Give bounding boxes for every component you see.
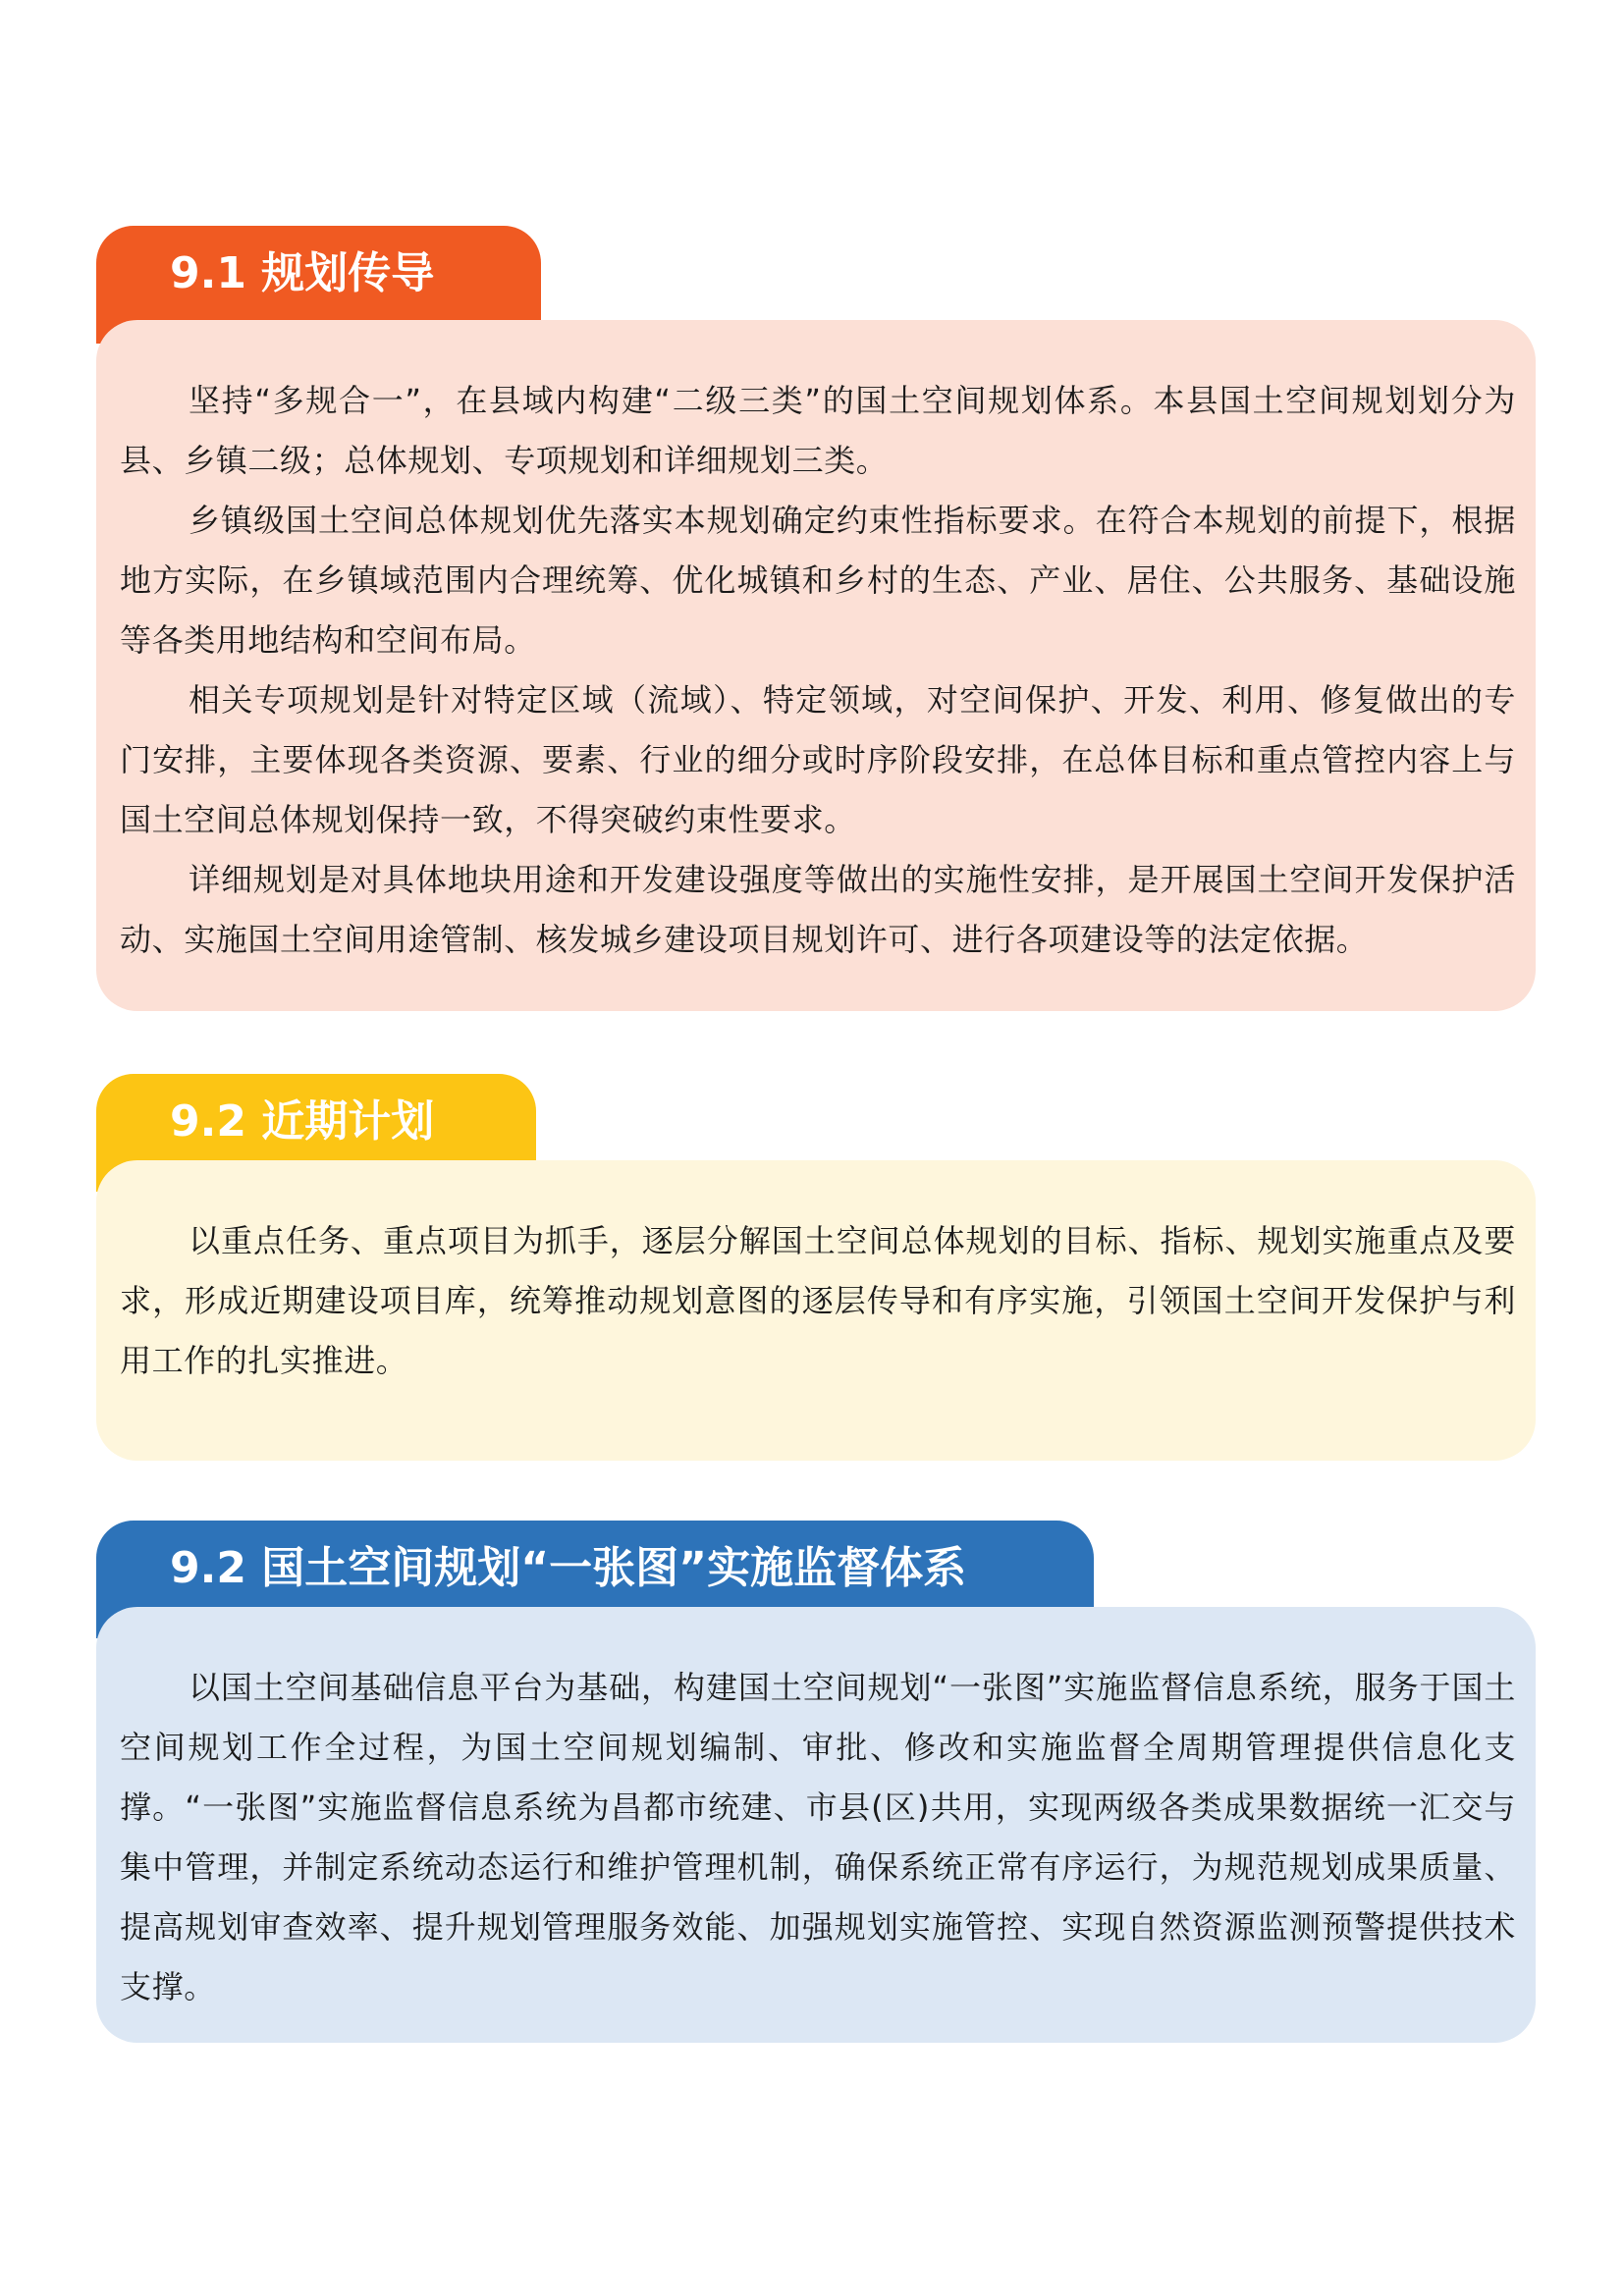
- section-one-map-supervision: [96, 1521, 1536, 2043]
- section-content-panel: [96, 1607, 1536, 2043]
- section-title-tab: 9.2 国土空间规划“一张图”实施监督体系: [96, 1521, 1094, 1638]
- section-title-tab: 9.1 规划传导: [96, 226, 541, 344]
- paragraph: 坚持“多规合一”，在县域内构建“二级三类”的国土空间规划体系。本县国土空间规划划分为县、乡镇二级；总体规划、专项规划和详细规划三类。: [120, 382, 1516, 479]
- paragraph: 以国土空间基础信息平台为基础，构建国土空间规划“一张图”实施监督信息系统，服务于国土空间规划工作全过程，为国土空间规划编制、审批、修改和实施监督全周期管理提供信息化支撑。“一张图”实施监督信息系统为昌都市统建、市县(区)共用，实现两级各类成果数据统一汇交与集中管理，并制定系统动态运行和维护管理机制，确保系统正常有序运行，为规范规划成果质量、提高规划审查效率、提升规划管理服务效能、加强规划实施管控、实现自然资源监测预警提供技术支撑。: [120, 1669, 1516, 2005]
- paragraph: 相关专项规划是针对特定区域（流域）、特定领域，对空间保护、开发、利用、修复做出的专门安排，主要体现各类资源、要素、行业的细分或时序阶段安排，在总体目标和重点管控内容上与国土空间总体规划保持一致，不得突破约束性要求。: [120, 681, 1516, 838]
- section-content-panel: [96, 1160, 1536, 1461]
- section-content-panel: [96, 320, 1536, 1011]
- section-near-term-plan: [96, 1074, 1536, 1461]
- section-title-tab: 9.2 近期计划: [96, 1074, 536, 1192]
- paragraph: 详细规划是对具体地块用途和开发建设强度等做出的实施性安排，是开展国土空间开发保护活动、实施国土空间用途管制、核发城乡建设项目规划许可、进行各项建设等的法定依据。: [120, 861, 1516, 958]
- paragraph: 以重点任务、重点项目为抓手，逐层分解国土空间总体规划的目标、指标、规划实施重点及要求，形成近期建设项目库，统筹推动规划意图的逐层传导和有序实施，引领国土空间开发保护与利用工作的扎实推进。: [120, 1222, 1516, 1379]
- section-planning-transmission: [96, 226, 1536, 1011]
- paragraph: 乡镇级国土空间总体规划优先落实本规划确定约束性指标要求。在符合本规划的前提下，根据地方实际，在乡镇域范围内合理统筹、优化城镇和乡村的生态、产业、居住、公共服务、基础设施等各类用地结构和空间布局。: [120, 502, 1516, 659]
